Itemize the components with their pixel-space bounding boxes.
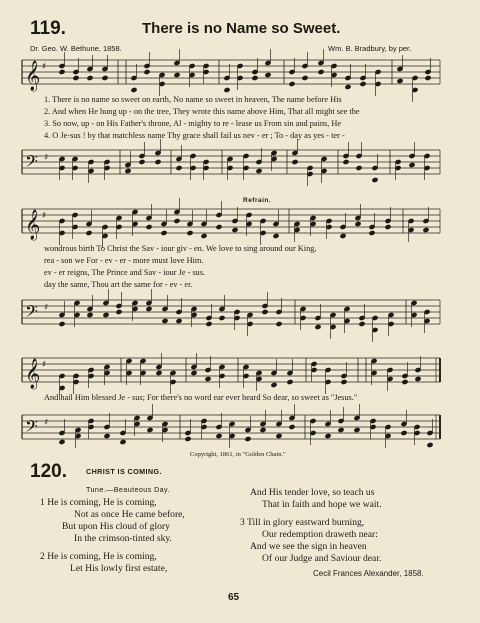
note-head — [174, 72, 180, 77]
hymn-title: CHRIST IS COMING. — [86, 467, 162, 476]
note-head — [315, 324, 321, 329]
hymn-title: There is no Name so Sweet. — [142, 20, 341, 37]
svg-text:♯: ♯ — [44, 303, 49, 313]
note-head — [59, 321, 65, 326]
note-head — [427, 442, 433, 447]
note-head — [146, 224, 152, 229]
note-head — [289, 424, 295, 429]
stanza-line: Let His lowly first estate, — [70, 563, 168, 574]
note-head — [369, 230, 375, 235]
note-head — [139, 159, 145, 164]
note-head — [187, 230, 193, 235]
note-head — [219, 315, 225, 320]
author-credit: Dr. Geo. W. Bethune, 1858. — [30, 44, 122, 53]
note-head — [87, 75, 93, 80]
note-head — [216, 433, 222, 438]
note-head — [271, 382, 277, 387]
note-head — [355, 221, 361, 226]
hymn-number: 120. — [30, 461, 67, 482]
note-head — [104, 433, 110, 438]
note-head — [265, 72, 271, 77]
text-attribution: Cecil Frances Alexander, 1858. — [313, 569, 424, 578]
note-head — [144, 69, 150, 74]
note-head — [338, 427, 344, 432]
note-head — [262, 309, 268, 314]
note-head — [120, 439, 126, 444]
note-head — [156, 370, 162, 375]
note-head — [260, 427, 266, 432]
tune-name: Tune.—Beauteous Day. — [86, 485, 170, 494]
note-head — [415, 376, 421, 381]
note-head — [401, 430, 407, 435]
lyric-line: 3. So now, up - on His Father's throne, Al - mighty to re - lease us From sin and pains, He — [44, 119, 342, 128]
lyric-line: rea - son we For - ev - er - more must love Him. — [44, 256, 204, 265]
note-head — [155, 159, 161, 164]
note-head — [345, 84, 351, 89]
svg-text:𝄞: 𝄞 — [25, 359, 41, 389]
stanza-line: 1 He is coming, He is coming, — [40, 497, 157, 508]
stanza-line: And His tender love, so teach us — [250, 487, 375, 498]
bass-staff-2 — [22, 290, 440, 340]
bass-staff-1 — [22, 140, 440, 190]
note-head — [256, 168, 262, 173]
note-head — [340, 233, 346, 238]
stanza-line: That in faith and hope we wait. — [262, 499, 382, 510]
note-head — [87, 312, 93, 317]
note-head — [86, 230, 92, 235]
note-head — [397, 78, 403, 83]
note-head — [176, 165, 182, 170]
note-head — [292, 159, 298, 164]
note-head — [360, 81, 366, 86]
note-head — [59, 439, 65, 444]
note-head — [176, 318, 182, 323]
note-head — [206, 321, 212, 326]
page-number: 65 — [228, 592, 240, 603]
stanza-line: 2 He is coming, He is coming, — [40, 551, 157, 562]
stanza-line: Our redemption draweth near: — [262, 529, 378, 540]
note-head — [216, 224, 222, 229]
treble-staff-1 — [22, 54, 440, 94]
note-head — [161, 230, 167, 235]
svg-text:𝄢: 𝄢 — [25, 301, 38, 325]
svg-text:𝄢: 𝄢 — [25, 151, 38, 175]
note-head — [385, 224, 391, 229]
composer-credit: Wm. B. Bradbury, by per. — [328, 44, 412, 53]
note-head — [273, 233, 279, 238]
note-head — [325, 433, 331, 438]
lyric-line: 1. There is no name so sweet on earth, No name so sweet in heaven, The name before His — [44, 95, 342, 104]
svg-text:♯: ♯ — [44, 418, 49, 428]
hymn-number: 119. — [30, 18, 66, 39]
note-head — [147, 427, 153, 432]
treble-staff-3 — [22, 352, 440, 392]
note-head — [276, 433, 282, 438]
note-head — [318, 69, 324, 74]
refrain-label: Refrain. — [243, 197, 272, 204]
stanza-line: Of our Judge and Saviour dear. — [262, 553, 382, 564]
note-head — [409, 162, 415, 167]
note-head — [354, 427, 360, 432]
note-head — [146, 306, 152, 311]
note-head — [191, 370, 197, 375]
note-head — [402, 379, 408, 384]
note-head — [73, 75, 79, 80]
note-head — [59, 69, 65, 74]
note-head — [423, 227, 429, 232]
stanza-line: In the crimson-tinted sky. — [74, 533, 172, 544]
svg-text:♯: ♯ — [44, 153, 49, 163]
lyric-line: day the same, Thou art the same for - ev - er. — [44, 280, 193, 289]
note-head — [205, 376, 211, 381]
lyric-line: And hail Him blessed Je - sus; For there's no word ear ever heard So dear, so sweet as "Jesus." — [44, 393, 358, 402]
lyric-line: 4. O Je-sus ! by that matchless name Thy grace shall fail us nev - er ; To - day as yes - ter - — [44, 131, 345, 140]
note-head — [302, 75, 308, 80]
stanza-line: But upon His cloud of glory — [62, 521, 170, 532]
note-head — [252, 75, 258, 80]
stanza-line: And we see the sign in heaven — [250, 541, 367, 552]
note-head — [245, 436, 251, 441]
svg-text:♯: ♯ — [42, 360, 47, 370]
svg-text:♯: ♯ — [42, 62, 47, 72]
lyric-line: wondrous birth To Christ the Sav - iour giv - en. We love to sing around our King, — [44, 244, 317, 253]
treble-staff-2 — [22, 203, 440, 243]
note-head — [372, 177, 378, 182]
note-head — [102, 75, 108, 80]
note-head — [201, 233, 207, 238]
note-head — [359, 321, 365, 326]
note-head — [425, 75, 431, 80]
note-head — [162, 318, 168, 323]
note-head — [116, 309, 122, 314]
bass-staff-3 — [22, 405, 440, 455]
svg-text:𝄢: 𝄢 — [25, 416, 38, 440]
note-head — [103, 312, 109, 317]
stanza-line: 3 Till in glory eastward burning, — [240, 517, 365, 528]
note-head — [287, 379, 293, 384]
lyric-line: 2. And when He hung up - on the tree, They wrote this name above Him, That all might see the — [44, 107, 360, 116]
note-head — [356, 165, 362, 170]
lyric-line: ev - er reigns, The Prince and Sav - iour Je - sus. — [44, 268, 206, 277]
svg-text:𝄞: 𝄞 — [25, 61, 41, 91]
svg-text:♯: ♯ — [42, 211, 47, 221]
note-head — [174, 218, 180, 223]
note-head — [276, 321, 282, 326]
note-head — [131, 87, 137, 92]
note-head — [343, 159, 349, 164]
note-head — [224, 87, 230, 92]
note-head — [185, 436, 191, 441]
note-head — [289, 81, 295, 86]
note-head — [232, 227, 238, 232]
note-head — [125, 168, 131, 173]
copyright-note: Copyright, 1861, in "Golden Chain." — [190, 451, 286, 458]
stanza-line: Not as once He came before, — [74, 509, 185, 520]
note-head — [341, 379, 347, 384]
svg-text:𝄞: 𝄞 — [25, 210, 41, 240]
